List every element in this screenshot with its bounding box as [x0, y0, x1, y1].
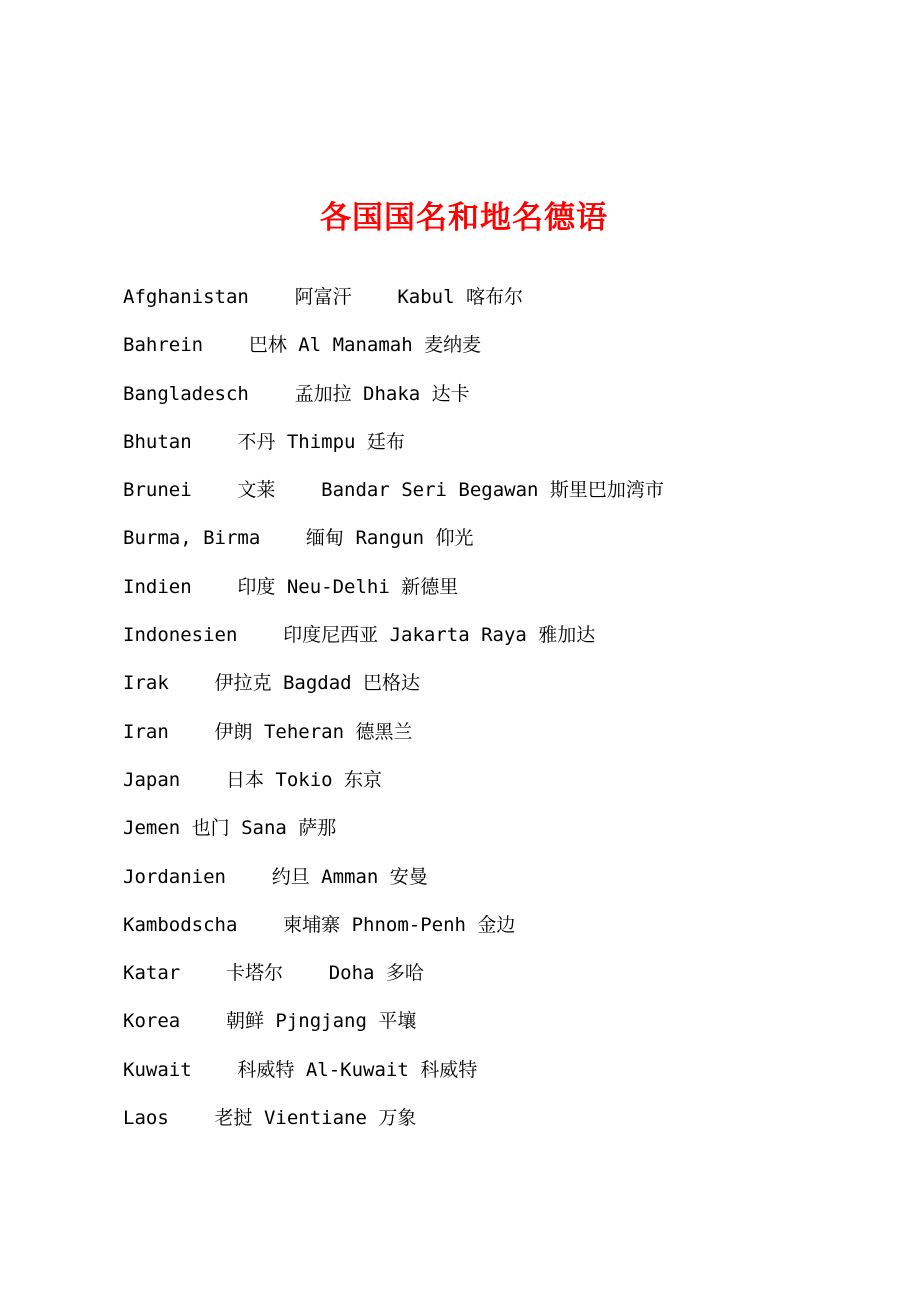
- list-item: Bhutan 不丹 Thimpu 廷布: [123, 430, 405, 453]
- list-item: Laos 老挝 Vientiane 万象: [123, 1107, 417, 1130]
- list-item: Iran 伊朗 Teheran 德黑兰: [123, 720, 413, 743]
- list-item: Brunei 文莱 Bandar Seri Begawan 斯里巴加湾市: [123, 479, 664, 502]
- list-item: Bangladesch 孟加拉 Dhaka 达卡: [123, 382, 470, 405]
- list-item: Bahrein 巴林 Al Manamah 麦纳麦: [123, 334, 482, 357]
- list-item: Kambodscha 柬埔寨 Phnom-Penh 金边: [123, 913, 516, 936]
- list-item: Jemen 也门 Sana 萨那: [123, 817, 337, 840]
- list-item: Indien 印度 Neu-Delhi 新德里: [123, 575, 459, 598]
- list-item: Irak 伊拉克 Bagdad 巴格达: [123, 672, 421, 695]
- list-item: Katar 卡塔尔 Doha 多哈: [123, 962, 424, 985]
- list-item: Kuwait 科威特 Al-Kuwait 科威特: [123, 1058, 478, 1081]
- list-item: Burma, Birma 缅甸 Rangun 仰光: [123, 527, 474, 550]
- list-item: Indonesien 印度尼西亚 Jakarta Raya 雅加达: [123, 624, 596, 647]
- country-capital-list: [123, 281, 883, 1150]
- list-item: Japan 日本 Tokio 东京: [123, 768, 383, 791]
- list-item: Korea 朝鲜 Pjngjang 平壤: [123, 1010, 417, 1033]
- page-title: 各国国名和地名德语: [320, 200, 608, 236]
- list-item: Jordanien 约旦 Amman 安曼: [123, 865, 428, 888]
- list-item: Afghanistan 阿富汗 Kabul 喀布尔: [123, 286, 523, 308]
